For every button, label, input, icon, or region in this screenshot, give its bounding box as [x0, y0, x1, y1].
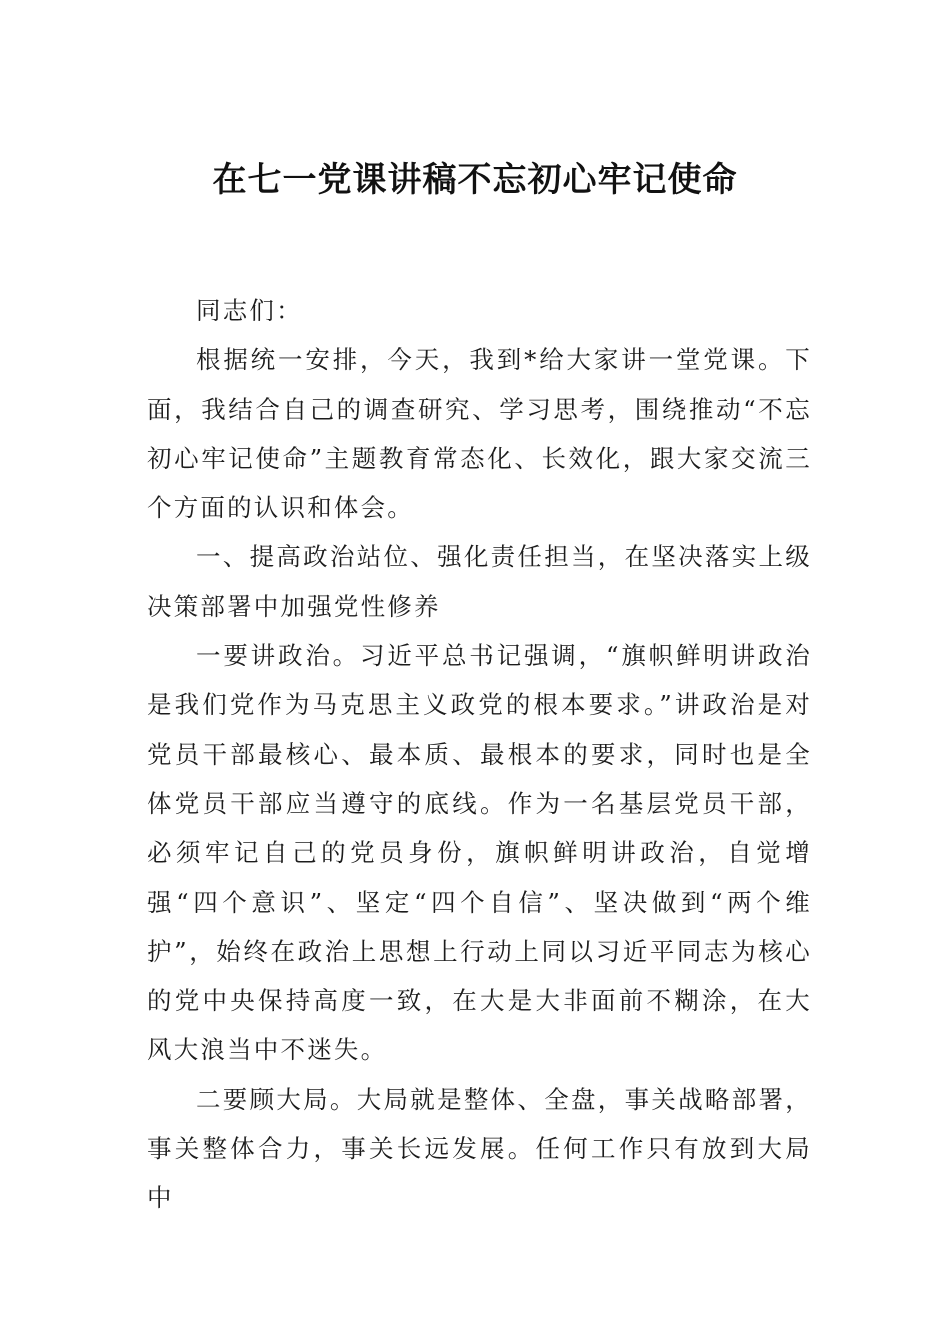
paragraph-intro: 根据统一安排，今天，我到*给大家讲一堂党课。下面，我结合自己的调查研究、学习思考，围绕推动“不忘初心牢记使命”主题教育常态化、长效化，跟大家交流三个方面的认识和体会。 [147, 345, 812, 523]
salutation: 同志们： [196, 296, 303, 325]
document-title: 在七一党课讲稿不忘初心牢记使命 [212, 160, 738, 200]
section-heading-1: 一、提高政治站位、强化责任担当，在坚决落实上级决策部署中加强党性修养 [147, 542, 812, 621]
paragraph-big-picture: 二要顾大局。大局就是整体、全盘，事关战略部署，事关整体合力，事关长远发展。任何工作只有放到大局中 [147, 1084, 812, 1213]
document-body [147, 286, 812, 1223]
paragraph-politics: 一要讲政治。习近平总书记强调，“旗帜鲜明讲政治是我们党作为马克思主义政党的根本要求。”讲政治是对党员干部最核心、最本质、最根本的要求，同时也是全体党员干部应当遵守的底线。作为一名基层党员干部，必须牢记自己的党员身份，旗帜鲜明讲政治，自觉增强“四个意识”、坚定“四个自信”、坚决做到“两个维护”，始终在政治上思想上行动上同以习近平同志为核心的党中央保持高度一致，在大是大非面前不糊涂，在大风大浪当中不迷失。 [147, 641, 812, 1065]
